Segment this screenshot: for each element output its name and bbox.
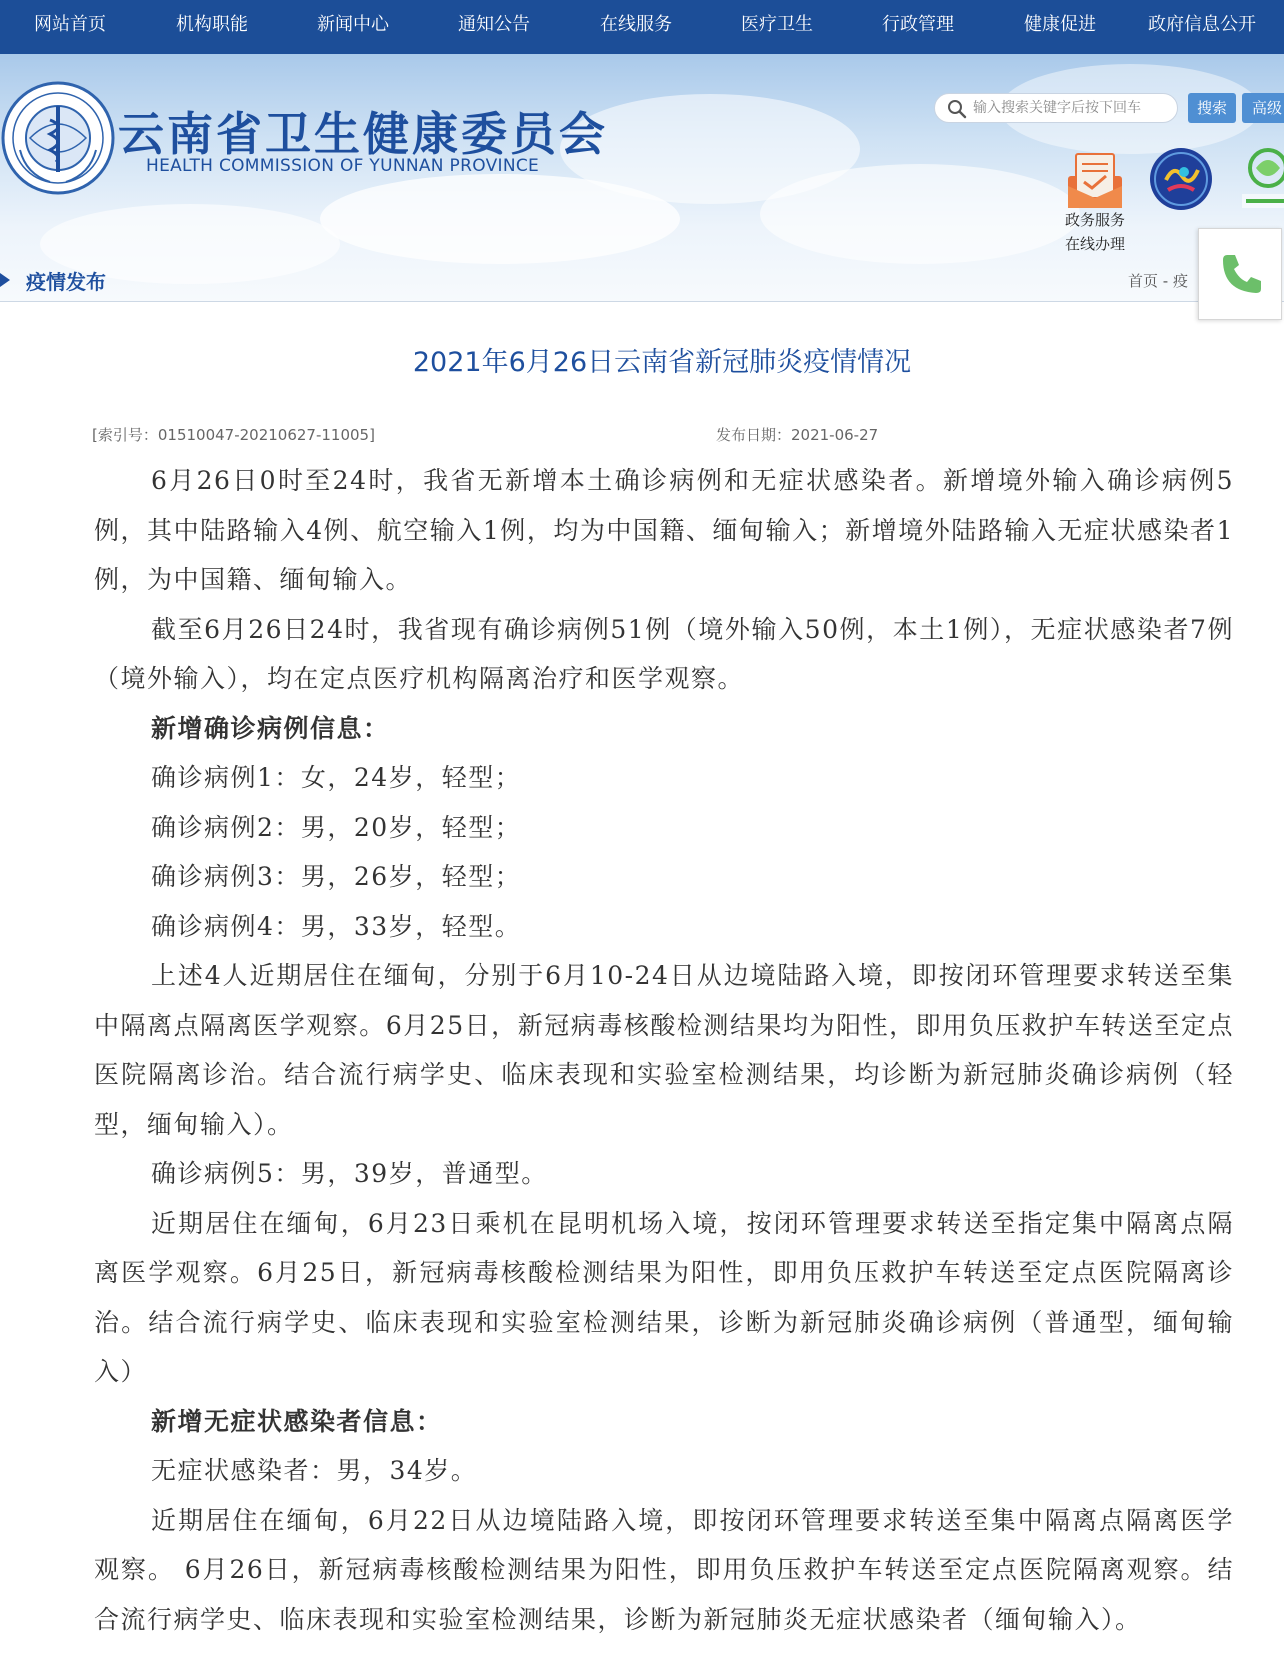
article-body [94,456,1234,1644]
nav-item-online-service[interactable]: 在线服务 [600,14,672,35]
article-paragraph: 确诊病例3：男，26岁，轻型； [151,862,522,891]
advanced-search-button[interactable]: 高级 [1242,93,1284,123]
site-title-en: HEALTH COMMISSION OF YUNNAN PROVINCE [146,156,540,176]
header-banner [0,54,1284,302]
section-label[interactable]: 疫情发布 [26,270,106,294]
yunnan-green-badge-icon[interactable] [1238,144,1284,214]
floating-phone-widget[interactable] [1198,228,1282,320]
search-button[interactable]: 搜索 [1188,93,1236,123]
top-nav [0,0,1284,56]
article-paragraph: 确诊病例2：男，20岁，轻型； [151,812,522,842]
article-paragraph: 近期居住在缅甸，6月22日从边境陆路入境，即按闭环管理要求转送至集中隔离点隔离医学观察。 6月26日，新冠病毒核酸检测结果为阳性，即用负压救护车转送至定点医院隔离观察。结合流行病学史、临床表现和实验室检测结果，诊断为新冠肺炎无症状感染者（缅甸输入）。 [94,1505,1234,1634]
phone-icon [1219,251,1265,297]
service-label-line1: 政务服务 [1064,211,1125,229]
health-commission-emblem-icon[interactable] [0,80,116,196]
article-index-no: [索引号：01510047-20210627-11005] [92,426,375,444]
document-service-icon[interactable] [1064,150,1126,210]
nav-item-home[interactable]: 网站首页 [34,14,106,35]
article-paragraph: 截至6月26日24时，我省现有确诊病例51例（境外输入50例，本土1例），无症状感染者7例（境外输入），均在定点医疗机构隔离治疗和医学观察。 [94,614,1234,693]
nav-item-institution[interactable]: 机构职能 [176,14,248,35]
nav-item-news[interactable]: 新闻中心 [317,14,389,35]
article-subheading: 新增确诊病例信息： [151,713,390,743]
section-arrow-icon [0,273,10,287]
breadcrumb[interactable]: 首页 - 疫 [1128,272,1188,290]
banner-divider [0,301,1284,302]
article-paragraph: 无症状感染者：男，34岁。 [151,1456,478,1485]
article-publish-date: 发布日期：2021-06-27 [716,426,879,444]
service-label-line2: 在线办理 [1064,235,1125,253]
article-paragraph: 确诊病例1：女，24岁，轻型； [151,763,522,792]
search-icon [947,99,967,119]
article-title: 2021年6月26日云南省新冠肺炎疫情情况 [412,347,912,378]
article-paragraph: 近期居住在缅甸，6月23日乘机在昆明机场入境，按闭环管理要求转送至指定集中隔离点隔离医学观察。6月25日，新冠病毒核酸检测结果为阳性，即用负压救护车转送至定点医院隔离诊治。结合流行病学史、临床表现和实验室检测结果，诊断为新冠肺炎确诊病例（普通型，缅甸输入） [94,1208,1234,1386]
article-paragraph: 确诊病例5：男，39岁，普通型。 [151,1159,548,1188]
cloud-decoration [760,164,1080,264]
nav-item-medical[interactable]: 医疗卫生 [741,14,813,35]
site-title-cn[interactable]: 云南省卫生健康委员会 [118,107,608,161]
nav-item-gov-info[interactable]: 政府信息公开 [1148,14,1256,35]
article-paragraph: 确诊病例4：男，33岁，轻型。 [151,911,522,941]
service-online-link[interactable] [1052,208,1138,256]
article-paragraph: 上述4人近期居住在缅甸，分别于6月10-24日从边境陆路入境，即按闭环管理要求转送至集中隔离点隔离医学观察。6月25日，新冠病毒核酸检测结果均为阳性，即用负压救护车转送至定点医院隔离诊治。结合流行病学史、临床表现和实验室检测结果，均诊断为新冠肺炎确诊病例（轻型，缅甸输入）。 [94,961,1234,1139]
article-subheading: 新增无症状感染者信息： [151,1406,443,1436]
search-input[interactable] [973,97,1169,119]
nav-item-administration[interactable]: 行政管理 [882,14,954,35]
article-paragraph: 6月26日0时至24时，我省无新增本土确诊病例和无症状感染者。新增境外输入确诊病例5例，其中陆路输入4例、航空输入1例，均为中国籍、缅甸输入；新增境外陆路输入无症状感染者1例，为中国籍、缅甸输入。 [94,466,1234,594]
search-box [934,93,1178,123]
yunnan-health-badge-icon[interactable] [1148,146,1214,212]
nav-item-notices[interactable]: 通知公告 [458,14,530,35]
nav-item-health-promotion[interactable]: 健康促进 [1024,14,1096,35]
